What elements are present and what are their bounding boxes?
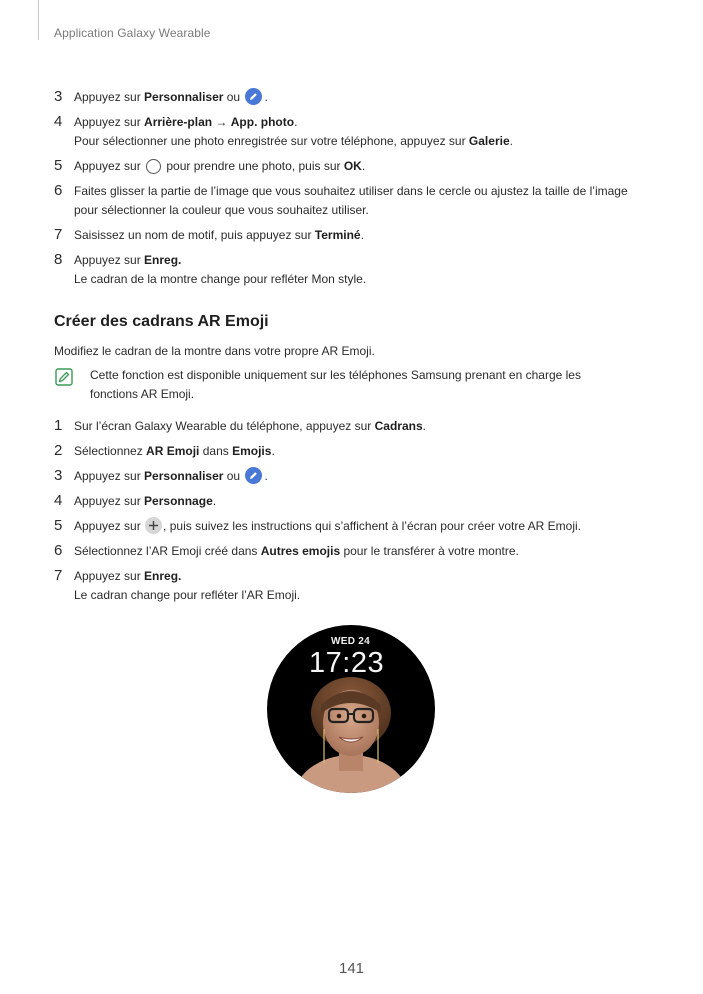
note-icon — [55, 368, 73, 386]
watch-face-preview — [267, 625, 435, 793]
step-5-add: 5 Appuyez sur , puis suivez les instructions qui s’affichent à l’écran pour créer votre AR Emoji. — [54, 517, 582, 534]
add-plus-icon — [145, 517, 162, 534]
step-7-save: 7 Appuyez sur Enreg. Le cadran change pour refléter l’AR Emoji. — [54, 567, 301, 602]
shutter-button-icon — [146, 159, 161, 174]
step-4-character: 4 Appuyez sur Personnage. — [54, 492, 217, 509]
step-2-select-ar-emoji: 2 Sélectionnez AR Emoji dans Emojis. — [54, 442, 275, 459]
step-7-name-pattern: 7 Saisissez un nom de motif, puis appuyez sur Terminé. — [54, 226, 364, 243]
note-text: Cette fonction est disponible uniquement sur les téléphones Samsung prenant en charge les fonctions AR Emoji. — [90, 368, 581, 401]
step-3-customize: 3 Appuyez sur Personnaliser ou . — [54, 88, 268, 105]
section-intro: Modifiez le cadran de la montre dans votre propre AR Emoji. — [54, 344, 375, 358]
step-1-watch-faces: 1 Sur l’écran Galaxy Wearable du téléphone, appuyez sur Cadrans. — [54, 417, 426, 434]
steps-list-style — [54, 88, 654, 295]
edit-pencil-icon — [245, 88, 262, 105]
step-8-save: 8 Appuyez sur Enreg. Le cadran de la montre change pour refléter Mon style. — [54, 251, 367, 286]
header-rule — [38, 0, 39, 40]
step-6-other-emojis: 6 Sélectionnez l’AR Emoji créé dans Autres emojis pour le transférer à votre montre. — [54, 542, 519, 559]
step-4-background: 4 Appuyez sur Arrière-plan → App. photo. Pour sélectionner une photo enregistrée sur votre téléphone, appuyez sur Galerie. — [54, 113, 513, 148]
steps-list-ar-emoji — [54, 417, 654, 611]
step-3-customize: 3 Appuyez sur Personnaliser ou . — [54, 467, 268, 484]
page-header-title: Application Galaxy Wearable — [54, 26, 211, 40]
edit-pencil-icon — [245, 467, 262, 484]
watch-time: 17:23 — [309, 647, 385, 679]
step-6-adjust-image: 6 Faites glisser la partie de l’image que vous souhaitez utiliser dans le cercle ou ajustez la taille de l’image pour sélectionner la couleur que vous souhaitez utiliser. — [54, 182, 628, 217]
step-5-take-photo: 5 Appuyez sur pour prendre une photo, puis sur OK. — [54, 157, 366, 174]
page-number: 141 — [338, 960, 365, 977]
section-title: Créer des cadrans AR Emoji — [54, 313, 269, 330]
watch-date: WED 24 — [331, 636, 371, 647]
